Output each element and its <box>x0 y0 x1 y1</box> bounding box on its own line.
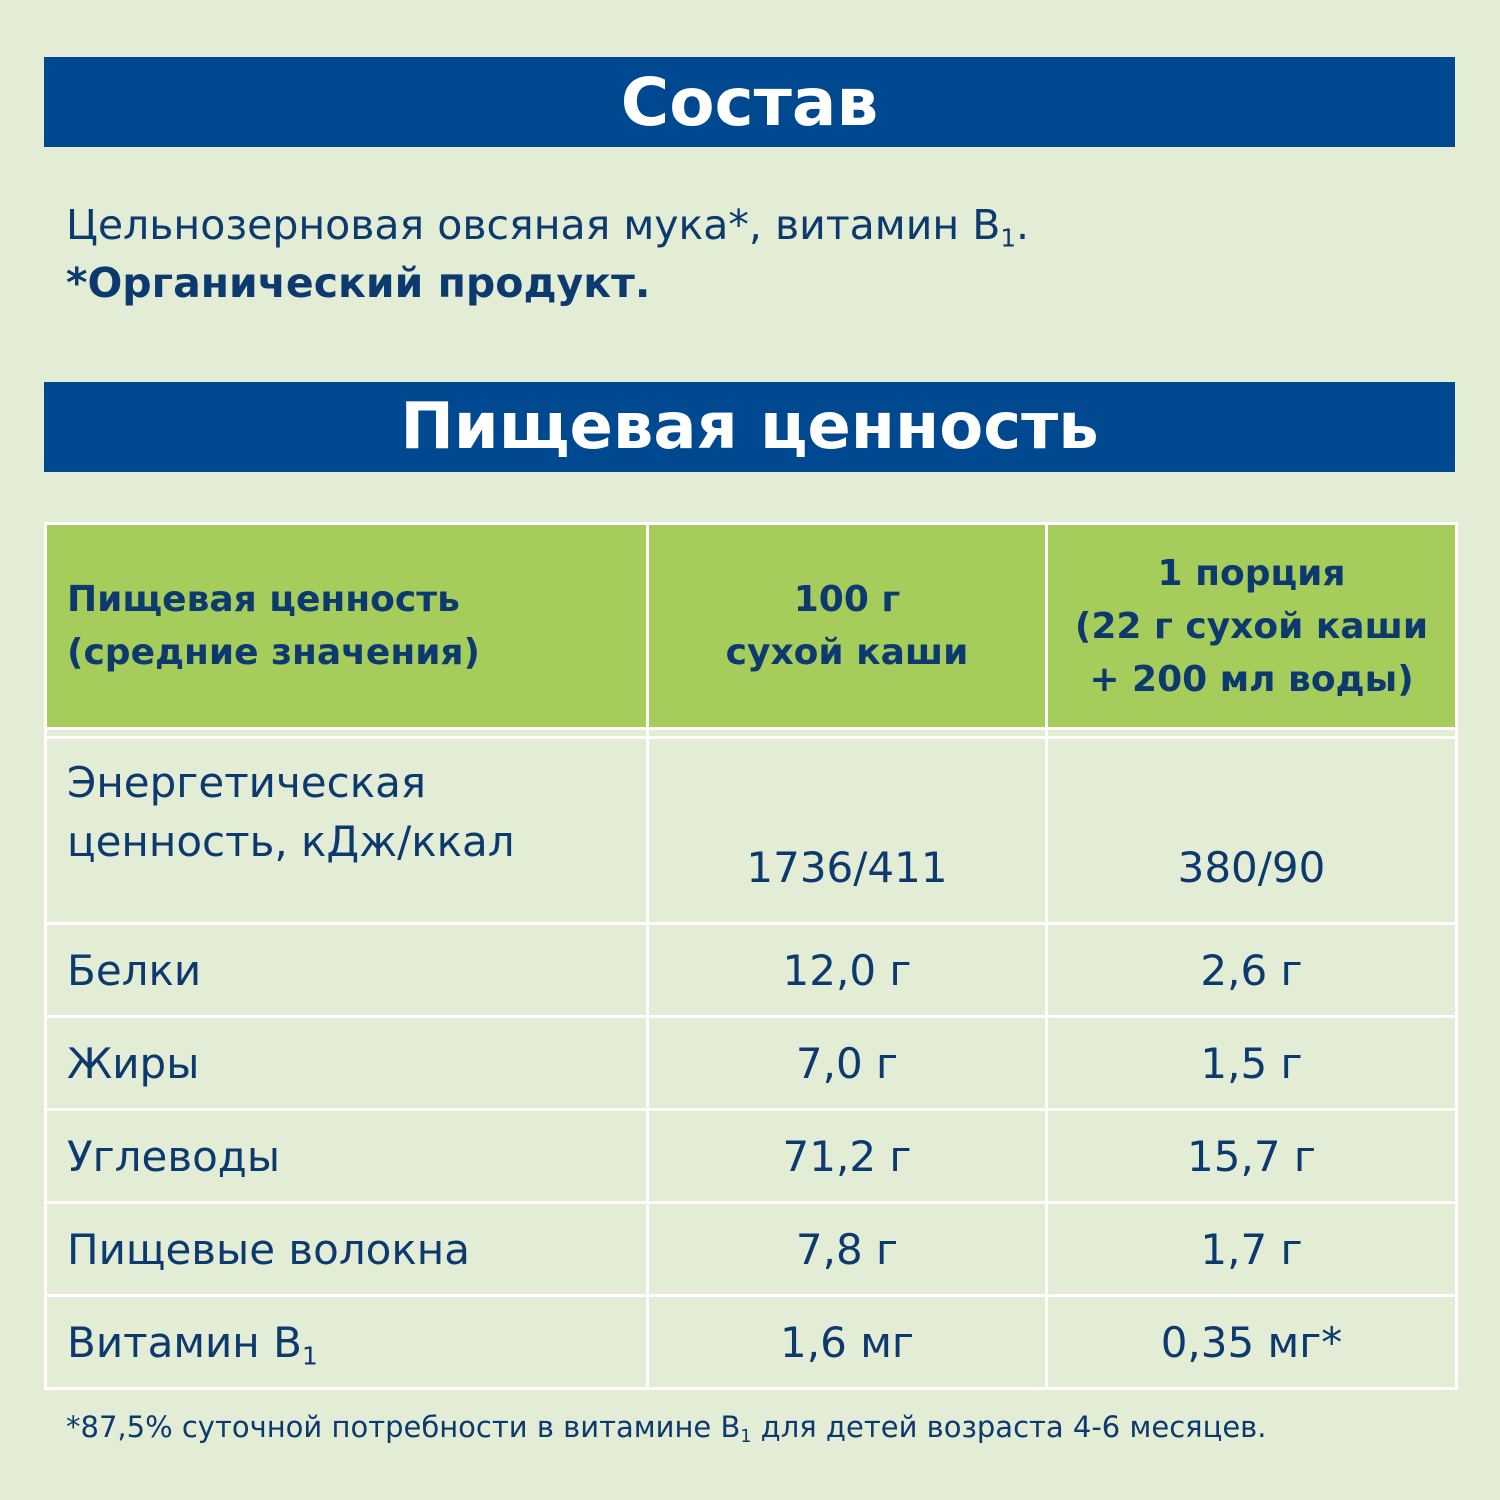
footnote-text-end: для детей возраста 4-6 месяцев. <box>751 1410 1267 1444</box>
table-row <box>46 1017 1457 1110</box>
row-label-text: Витамин В <box>67 1317 302 1367</box>
row-label-text: ценность, кДж/ккал <box>67 817 515 866</box>
row-label: Углеводы <box>46 1110 648 1203</box>
row-label: Жиры <box>46 1017 648 1110</box>
value-per-portion: 1,7 г <box>1047 1203 1457 1296</box>
row-label: Белки <box>46 924 648 1017</box>
ingredients-block <box>66 196 1029 312</box>
table-row <box>46 1110 1457 1203</box>
header-text: 100 г <box>793 579 901 620</box>
row-label <box>46 738 648 924</box>
value-per-100g: 71,2 г <box>648 1110 1047 1203</box>
ingredients-line <box>66 196 1029 254</box>
header-nutrient <box>46 524 648 729</box>
header-text: сухой каши <box>725 632 969 673</box>
header-text: (22 г сухой каши <box>1074 605 1429 647</box>
value-per-100g: 1,6 мг <box>648 1296 1047 1389</box>
row-label-text: Энергетическая <box>67 758 427 807</box>
ingredients-period: . <box>1016 201 1030 249</box>
ingredients-text: Цельнозерновая овсяная мука*, витамин В <box>66 201 1001 249</box>
composition-banner <box>44 57 1455 147</box>
value-per-100g: 1736/411 <box>648 738 1047 924</box>
table-row <box>46 1203 1457 1296</box>
value-per-portion: 1,5 г <box>1047 1017 1457 1110</box>
row-label-subscript: 1 <box>301 1341 318 1371</box>
table-row <box>46 924 1457 1017</box>
nutrition-banner <box>44 382 1455 472</box>
table-header-row <box>46 524 1457 729</box>
organic-note: *Органический продукт. <box>66 259 651 307</box>
table-row <box>46 1296 1457 1389</box>
value-per-portion: 380/90 <box>1047 738 1457 924</box>
value-per-portion: 15,7 г <box>1047 1110 1457 1203</box>
header-text: Пищевая ценность <box>67 579 460 620</box>
value-per-100g: 7,8 г <box>648 1203 1047 1296</box>
nutrition-title: Пищевая ценность <box>400 390 1099 464</box>
header-text: + 200 мл воды) <box>1089 658 1414 700</box>
header-text: 1 порция <box>1157 552 1346 594</box>
composition-title: Состав <box>620 63 879 141</box>
value-per-100g: 12,0 г <box>648 924 1047 1017</box>
value-per-portion: 2,6 г <box>1047 924 1457 1017</box>
header-text: (средние значения) <box>67 632 480 673</box>
footnote <box>66 1410 1267 1448</box>
row-label: Пищевые волокна <box>46 1203 648 1296</box>
value-per-portion: 0,35 мг* <box>1047 1296 1457 1389</box>
row-label <box>46 1296 648 1389</box>
value-per-100g: 7,0 г <box>648 1017 1047 1110</box>
nutrition-table <box>44 522 1458 1390</box>
header-per-100g <box>648 524 1047 729</box>
footnote-text: *87,5% суточной потребности в витамине В <box>66 1410 741 1444</box>
header-divider <box>46 729 1457 738</box>
footnote-subscript: 1 <box>740 1427 752 1448</box>
header-per-portion <box>1047 524 1457 729</box>
table-row <box>46 738 1457 924</box>
ingredients-subscript: 1 <box>1000 223 1016 253</box>
